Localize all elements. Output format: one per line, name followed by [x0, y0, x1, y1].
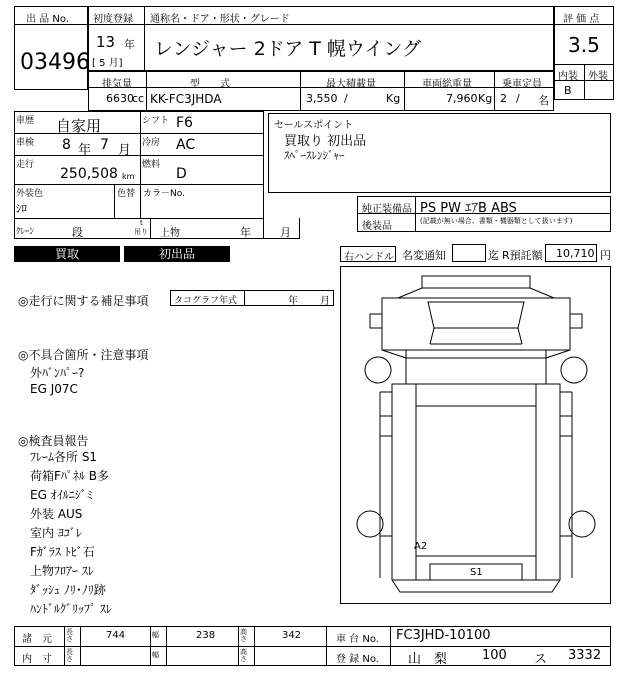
- tachograph-month: 月: [320, 296, 330, 307]
- rule: [300, 71, 301, 111]
- rule: [14, 155, 264, 156]
- inspector-line: ﾌﾚｰﾑ各所 S1: [30, 450, 98, 464]
- ac-label: 冷房: [142, 138, 161, 148]
- displacement-unit: cc: [132, 92, 145, 105]
- lot-no: 03496: [20, 50, 90, 75]
- inspector-line: 上物ﾌﾛｱｰ ｽﾚ: [30, 564, 94, 578]
- gross-weight-label: 車両総重量: [422, 79, 472, 90]
- first-reg-year: 13: [96, 33, 116, 51]
- ext-color: ｼﾛ: [16, 202, 27, 215]
- name-change-box: [452, 244, 486, 262]
- rule: [238, 626, 239, 666]
- aftermarket-label: 後装品: [362, 221, 392, 232]
- supplement-title: ◎走行に関する補足事項: [18, 294, 149, 308]
- sales-label: セールスポイント: [274, 120, 354, 131]
- max-load: 3,550: [306, 92, 338, 105]
- rule: [14, 133, 264, 134]
- plate-label: 登 録 No.: [336, 654, 379, 665]
- ext-color-label: 外装色: [16, 189, 44, 199]
- upper-year: 年: [240, 226, 251, 239]
- rule: [114, 184, 115, 218]
- width-label: 幅: [152, 631, 159, 639]
- rule: [80, 626, 81, 666]
- inspector-line: ﾊﾝﾄﾞﾙｸﾞﾘｯﾌﾟ ｽﾚ: [30, 602, 112, 616]
- truck-diagram: [340, 266, 611, 604]
- rule: [88, 87, 554, 88]
- displacement: 6630: [106, 92, 134, 105]
- history: 自家用: [56, 117, 102, 135]
- model: KK-FC3JHDA: [150, 92, 222, 106]
- shift-label: シフト: [142, 116, 170, 126]
- inspection-month-unit: 月: [118, 143, 132, 158]
- upper-month: 月: [280, 226, 291, 239]
- rule: [140, 184, 141, 218]
- rule: [14, 646, 611, 647]
- mark-s1: S1: [470, 567, 483, 578]
- chassis-label: 車 台 No.: [336, 634, 379, 645]
- lot-no-label: 出 品 No.: [26, 14, 69, 25]
- inner-length-label: 長さ: [66, 648, 73, 663]
- model-label: 型 式: [190, 79, 230, 90]
- std-equip-value: PS PW ｴｱB ABS: [420, 201, 517, 216]
- fuel: D: [176, 166, 187, 182]
- right-handle: 右ハンドル: [344, 252, 394, 263]
- displacement-label: 排気量: [102, 79, 132, 90]
- interior-grade: B: [564, 84, 572, 97]
- inspection-year-unit: 年: [78, 143, 92, 158]
- shift: F6: [176, 115, 193, 131]
- grade-label: 評 価 点: [563, 14, 600, 25]
- rule: [64, 626, 65, 666]
- rule: [326, 626, 327, 666]
- recycle-value: 10,710: [556, 247, 595, 260]
- name-label: 通称名・ドア・形状・グレード: [150, 14, 290, 25]
- chassis-value: FC3JHD-10100: [396, 628, 491, 643]
- height-label: 高さ: [240, 628, 247, 643]
- first-reg-month: [ 5 月]: [92, 58, 123, 69]
- first-reg-label: 初度登録: [93, 14, 133, 25]
- gross-weight: 7,960: [446, 92, 478, 105]
- exterior-label: 外装: [588, 71, 608, 82]
- plate-class: 100: [482, 648, 507, 663]
- inspector-line: 外装 AUS: [30, 507, 83, 521]
- defect-line: 外ﾊﾞﾝﾊﾟｰ?: [30, 366, 85, 380]
- rule: [14, 184, 264, 185]
- plate-region: 山 梨: [408, 652, 448, 667]
- name-change-label: 名変通知: [402, 249, 446, 262]
- plate-number: 3332: [568, 648, 602, 663]
- gross-weight-unit: Kg: [478, 92, 493, 105]
- mark-a2: A2: [414, 541, 428, 552]
- width-value: 238: [196, 630, 216, 641]
- rule: [415, 196, 416, 232]
- sales-line1: 買取り 初出品: [284, 134, 367, 149]
- buyout-tag: 買取: [14, 246, 120, 262]
- rule: [404, 71, 405, 111]
- mileage: 250,508: [60, 166, 118, 182]
- crane-stage: 段: [72, 226, 83, 239]
- rule: [144, 6, 145, 71]
- inner-width-label: 幅: [152, 651, 159, 659]
- inner-height-label: 高さ: [240, 648, 247, 663]
- dims-label: 諸 元: [22, 634, 52, 645]
- inspection-month: 7: [100, 137, 109, 153]
- capacity: 2: [500, 92, 507, 105]
- capacity-label: 乗車定員: [502, 79, 542, 90]
- color-no-label: カラ－No.: [143, 189, 185, 199]
- ac: AC: [176, 137, 196, 153]
- car-name: レンジャー 2ドア T 幌ウイング: [154, 38, 421, 60]
- inspection-label: 車検: [16, 138, 35, 148]
- interior-label: 内装: [558, 71, 578, 82]
- defects-title: ◎不具合箇所・注意事項: [18, 348, 149, 362]
- inspector-line: ﾀﾞｯｼｭ ﾉﾘ･ﾉﾘ跡: [30, 583, 106, 597]
- recycle-unit: 円: [600, 249, 611, 262]
- std-equip-label: 純正装備品: [362, 204, 412, 215]
- plate-kana: ス: [534, 652, 548, 667]
- inspector-line: Fｶﾞﾗｽ ﾄﾋﾞ石: [30, 545, 95, 559]
- rule: [254, 626, 255, 666]
- mileage-label: 走行: [16, 160, 35, 170]
- crane-t: t: [140, 219, 143, 227]
- rule: [146, 71, 147, 111]
- crane-hang: 吊り: [134, 228, 148, 236]
- rule: [494, 71, 495, 111]
- rule: [390, 626, 391, 666]
- fuel-label: 燃料: [142, 160, 161, 170]
- max-load-unit: Kg: [386, 92, 401, 105]
- sales-line2: ｽﾍﾟｰｽﾚﾝｼﾞｬｰ: [284, 149, 345, 162]
- first-listing-tag: 初出品: [124, 246, 230, 262]
- color-type-label: 色替: [117, 189, 136, 199]
- mileage-unit: km: [122, 172, 135, 181]
- height-value: 342: [282, 630, 302, 641]
- dummy-char: 迄: [488, 249, 499, 262]
- inspector-title: ◎検査員報告: [18, 434, 89, 448]
- length-label: 長さ: [66, 628, 73, 643]
- grade-value: 3.5: [568, 33, 600, 57]
- first-reg-year-unit: 年: [124, 38, 135, 51]
- tachograph-year: 年: [288, 296, 298, 307]
- rule: [150, 626, 151, 666]
- upper-label: 上物: [160, 228, 180, 239]
- rule: [244, 290, 245, 306]
- recycle-label: R預託額: [502, 249, 543, 262]
- inspector-line: 荷箱Fﾊﾟﾈﾙ B多: [30, 469, 109, 483]
- max-load-slash: /: [344, 92, 348, 105]
- rule: [166, 626, 167, 666]
- inspection-year: 8: [62, 137, 71, 153]
- length-value: 744: [106, 630, 126, 641]
- crane-label: ｸﾚｰﾝ: [16, 227, 35, 237]
- capacity-unit: 名: [538, 94, 549, 107]
- aftermarket-note: (記載が無い場合、書類・機器類として扱います): [420, 217, 573, 225]
- capacity-slash: /: [516, 92, 520, 105]
- history-label: 車歴: [16, 116, 35, 126]
- defect-line: EG J07C: [30, 382, 78, 396]
- inspector-line: EG ｵｲﾙﾆｼﾞﾐ: [30, 488, 93, 502]
- rule: [584, 64, 585, 100]
- tachograph-label: タコグラフ年式: [174, 296, 238, 306]
- inner-label: 内 寸: [22, 654, 52, 665]
- inspector-line: 室内 ﾖｺﾞﾚ: [30, 526, 82, 540]
- rule: [140, 111, 141, 184]
- max-load-label: 最大積載量: [326, 79, 376, 90]
